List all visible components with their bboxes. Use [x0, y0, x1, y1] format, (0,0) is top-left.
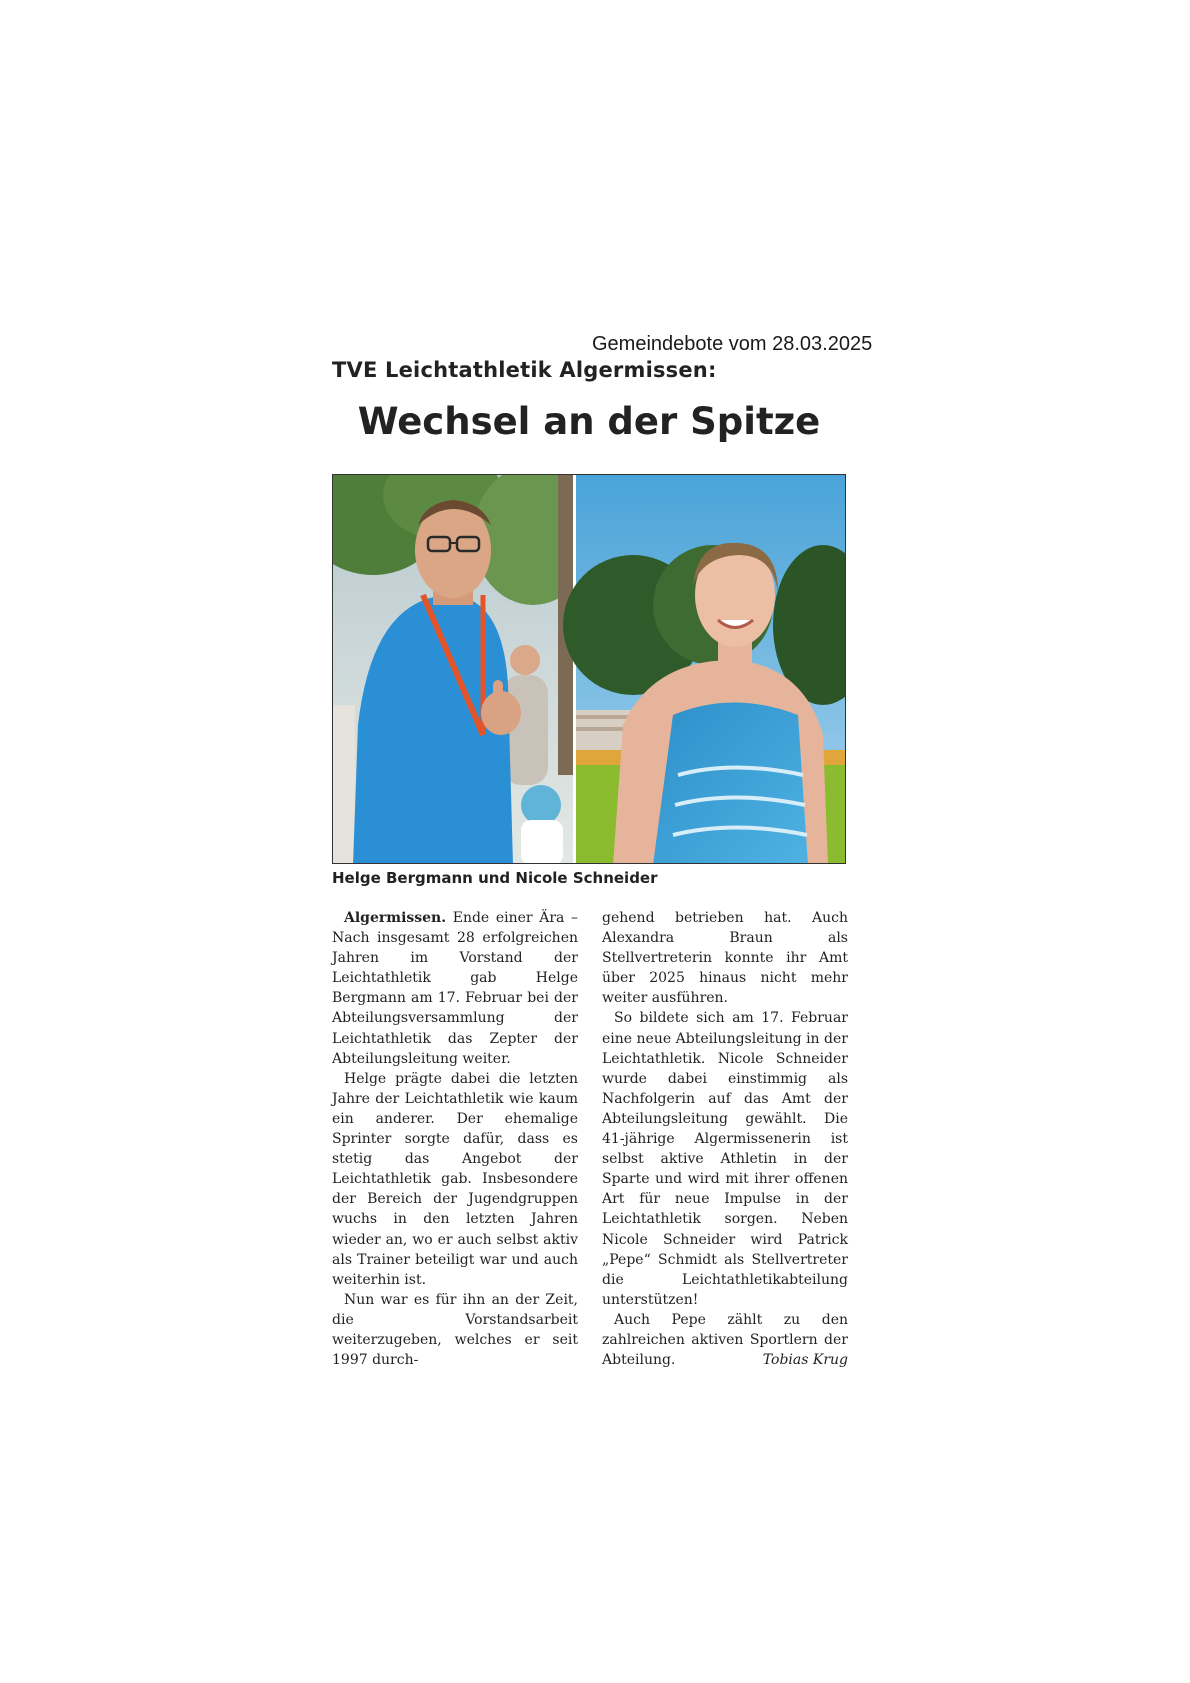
article-headline: Wechsel an der Spitze [357, 400, 821, 443]
paragraph-5: So bildete sich am 17. Februar eine neue Abteilungsleitung in der Leichtathletik. Nicole Schneider wurde dabei einstimmig als Nachfolgerin auf das Amt der Abteilungsleitung gewählt. Die 41-jährige Algermissenerin ist selbst aktive Athletin in der Sparte und wird mit ihrer offenen Art für neue Impulse in der Leichtathletik sorgen. Neben Nicole Schneider wird Patrick „Pepe“ Schmidt als Stellvertreter die Leichtathletikabteilung unterstützen! [602, 1010, 848, 1308]
dateline: Algermissen. [344, 910, 447, 926]
article-kicker: TVE Leichtathletik Algermissen: [332, 358, 717, 382]
paragraph-1-text: Ende einer Ära – Nach insgesamt 28 erfolgreichen Jahren im Vorstand der Leichtathletik gab Helge Bergmann am 17. Februar bei der Abteilungsversammlung der Leichtathletik das Zepter der Abteilungsleitung weiter. [332, 910, 578, 1067]
author-name: Tobias Krug [762, 1352, 848, 1369]
paragraph-2: Helge prägte dabei die letzten Jahre der Leichtathletik wie kaum ein anderer. Der ehemalige Sprinter sorgte dafür, dass es stetig das Angebot der Leichtathletik gab. Insbesondere der Bereich der Jugendgruppen wuchs in den letzten Jahren wieder an, wo er auch selbst aktiv als Trainer beteiligt war und auch weiterhin ist. [332, 1070, 578, 1288]
article-photo [332, 474, 846, 864]
source-note: Gemeindebote vom 28.03.2025 [592, 333, 873, 355]
paragraph-3: Nun war es für ihn an der Zeit, die Vorstandsarbeit weiterzugeben, welches er seit 1997 durch- [332, 1291, 578, 1369]
photo-helge-bergmann [333, 475, 593, 864]
paragraph-6-text: Auch Pepe zählt zu den zahlreichen aktiven Sportlern der Abteilung. [602, 1311, 848, 1369]
photo-caption: Helge Bergmann und Nicole Schneider [332, 869, 658, 887]
paragraph-4: gehend betrieben hat. Auch Alexandra Braun als Stellvertreterin konnte ihr Amt über 2025 hinaus nicht mehr weiter ausführen. [602, 910, 848, 1007]
article-column-right [602, 908, 848, 1370]
article-column-left [332, 908, 578, 1370]
photo-nicole-schneider [563, 475, 846, 864]
